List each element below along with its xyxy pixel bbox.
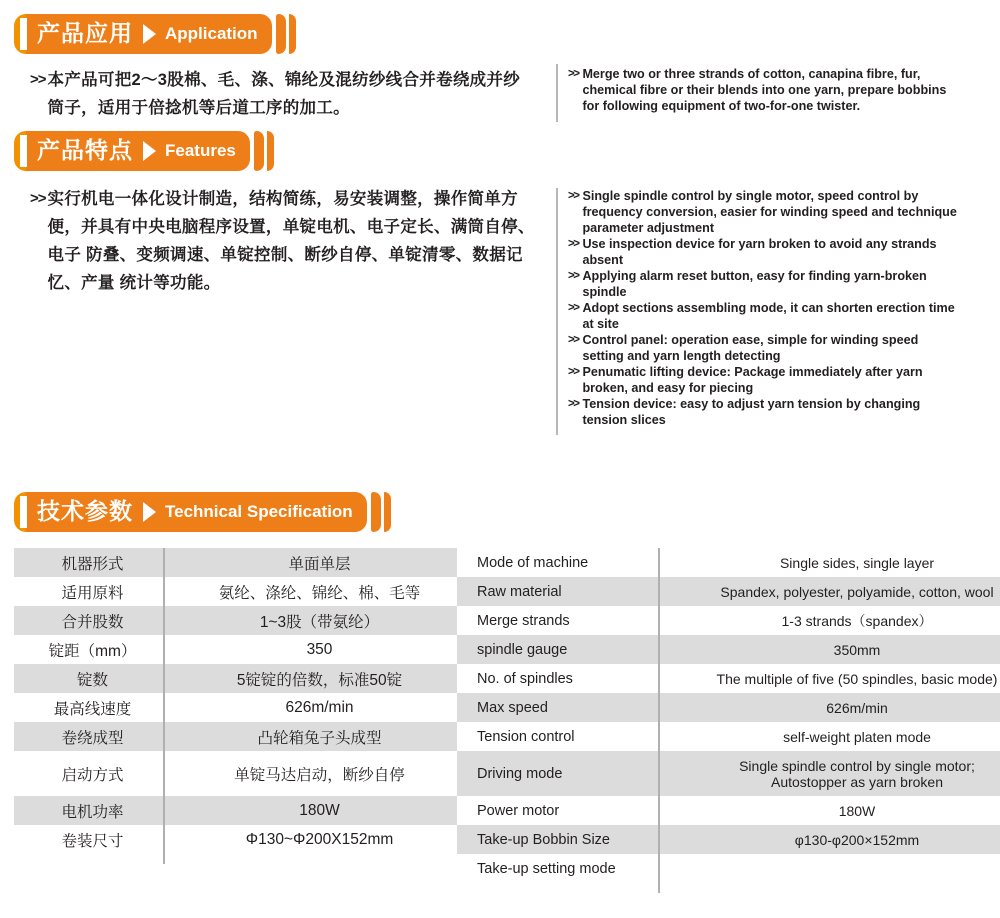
- badge-title-cn: 产品应用: [37, 19, 133, 46]
- table-cell-key: Take-up setting mode: [457, 854, 682, 883]
- table-cell-value: 单锭马达启动，断纱自停: [171, 751, 468, 796]
- badge-tail-primary: [276, 14, 286, 54]
- table-cell-key: Mode of machine: [457, 548, 682, 577]
- table-cell-value: [682, 854, 1000, 883]
- bullet-text: Use inspection device for yarn broken to avoid any strands absent: [582, 237, 937, 267]
- table-cell-value: 氨纶、涤纶、锦纶、棉、毛等: [171, 577, 468, 606]
- section-badge-application: [14, 14, 296, 54]
- badge-body: [25, 492, 367, 532]
- table-cell-key: 适用原料: [14, 577, 171, 606]
- badge-tail-secondary: [267, 131, 274, 171]
- table-cell-key: 锭数: [14, 664, 171, 693]
- bullet-item: [30, 185, 540, 297]
- table-cell-value: 350: [171, 635, 468, 664]
- column-divider-features: [556, 188, 558, 435]
- application-text-en: [568, 66, 988, 114]
- table-row: [457, 693, 1000, 722]
- badge-title-cn: 技术参数: [37, 497, 133, 524]
- table-cell-value: 凸轮箱兔子头成型: [171, 722, 468, 751]
- table-row: [14, 693, 468, 722]
- table-cell-value: Single sides, single layer: [682, 548, 1000, 577]
- bullet-marker: >>: [568, 270, 579, 282]
- table-cell-key: 锭距（mm）: [14, 635, 171, 664]
- bullet-text: 实行机电一体化设计制造，结构简练，易安装调整，操作简单方 便，并具有中央电脑程序设置，单锭电机、电子定长、满筒自停、 电子 防叠、变频调速、单锭控制、断纱自停、单锭清零、数据记 忆、产量 统计等功能。: [47, 190, 535, 292]
- table-row: [457, 606, 1000, 635]
- bullet-marker: >>: [568, 190, 579, 202]
- badge-tail-primary: [371, 492, 381, 532]
- bullet-text: 本产品可把2～3股棉、毛、涤、锦纶及混纺纱线合并卷绕成并纱 筒子，适用于倍捻机等后道工序的加工。: [47, 71, 521, 117]
- table-row: [14, 606, 468, 635]
- table-row: [14, 751, 468, 796]
- column-divider-application: [556, 64, 558, 122]
- table-cell-key: 电机功率: [14, 796, 171, 825]
- section-badge-technical-specification: [14, 492, 391, 532]
- badge-left-bracket: [14, 14, 26, 54]
- bullet-marker: >>: [30, 71, 46, 88]
- table-cell-value: Φ130~Φ200X152mm: [171, 825, 468, 854]
- bullet-text: Tension device: easy to adjust yarn tension by changing tension slices: [582, 397, 921, 427]
- bullet-item: [568, 188, 993, 236]
- table-cell-value: The multiple of five (50 spindles, basic mode): [682, 664, 1000, 693]
- table-cell-value: 626m/min: [171, 693, 468, 722]
- spec-table-en-column-divider: [658, 548, 660, 893]
- table-cell-value: 单面单层: [171, 548, 468, 577]
- triangle-icon: [143, 141, 156, 161]
- table-cell-key: 最高线速度: [14, 693, 171, 722]
- table-cell-key: Merge strands: [457, 606, 682, 635]
- badge-title-en: Technical Specification: [165, 502, 353, 521]
- table-cell-value: 180W: [171, 796, 468, 825]
- bullet-marker: >>: [30, 190, 46, 207]
- bullet-text: Penumatic lifting device: Package immediately after yarn broken, and easy for piecing: [582, 365, 923, 395]
- table-cell-key: spindle gauge: [457, 635, 682, 664]
- application-text-cn: [30, 66, 540, 122]
- bullet-item: [568, 66, 988, 114]
- table-cell-value: self-weight platen mode: [682, 722, 1000, 751]
- badge-tail-secondary: [289, 14, 296, 54]
- bullet-item: [568, 236, 993, 268]
- spec-table-cn: [14, 548, 468, 854]
- table-row: [457, 722, 1000, 751]
- table-row: [14, 635, 468, 664]
- bullet-marker: >>: [568, 366, 579, 378]
- bullet-marker: >>: [568, 398, 579, 410]
- table-cell-key: Raw material: [457, 577, 682, 606]
- table-cell-value: Single spindle control by single motor; Autostopper as yarn broken: [682, 751, 1000, 796]
- table-row: [14, 796, 468, 825]
- table-cell-value: 626m/min: [682, 693, 1000, 722]
- table-row: [457, 796, 1000, 825]
- badge-title-cn: 产品特点: [37, 136, 133, 163]
- bullet-text: Merge two or three strands of cotton, canapina fibre, fur, chemical fibre or their blends into one yarn, prepare bobbins for following equipment of two-for-one twister.: [582, 67, 947, 113]
- bullet-marker: >>: [568, 302, 579, 314]
- badge-body: [25, 131, 250, 171]
- bullet-text: Single spindle control by single motor, speed control by frequency conversion, easier for winding speed and technique parameter adjustment: [582, 189, 957, 235]
- features-text-en: [568, 188, 993, 428]
- bullet-item: [568, 332, 993, 364]
- table-cell-value: 1-3 strands（spandex）: [682, 606, 1000, 635]
- badge-title-en: Features: [165, 141, 236, 160]
- table-row: [457, 664, 1000, 693]
- bullet-text: Control panel: operation ease, simple for winding speed setting and yarn length detecting: [582, 333, 919, 363]
- features-text-cn: [30, 185, 540, 297]
- table-row: [457, 854, 1000, 883]
- triangle-icon: [143, 502, 156, 522]
- table-cell-value: φ130-φ200×152mm: [682, 825, 1000, 854]
- bullet-item: [568, 364, 993, 396]
- spec-table-en: [457, 548, 1000, 883]
- badge-body: [25, 14, 272, 54]
- table-cell-value: 5锭锭的倍数，标准50锭: [171, 664, 468, 693]
- bullet-item: [568, 268, 993, 300]
- bullet-marker: >>: [568, 238, 579, 250]
- table-cell-key: 合并股数: [14, 606, 171, 635]
- badge-tail-secondary: [384, 492, 391, 532]
- bullet-item: [568, 300, 993, 332]
- badge-left-bracket: [14, 131, 26, 171]
- table-row: [14, 722, 468, 751]
- table-row: [457, 751, 1000, 796]
- table-row: [457, 635, 1000, 664]
- table-row: [14, 664, 468, 693]
- badge-tail-primary: [254, 131, 264, 171]
- table-cell-key: Take-up Bobbin Size: [457, 825, 682, 854]
- bullet-text: Adopt sections assembling mode, it can shorten erection time at site: [582, 301, 955, 331]
- table-cell-key: Max speed: [457, 693, 682, 722]
- bullet-text: Applying alarm reset button, easy for finding yarn-broken spindle: [582, 269, 927, 299]
- bullet-marker: >>: [568, 68, 579, 80]
- table-row: [457, 548, 1000, 577]
- table-row: [14, 548, 468, 577]
- table-cell-key: No. of spindles: [457, 664, 682, 693]
- table-cell-key: 启动方式: [14, 751, 171, 796]
- table-row: [14, 577, 468, 606]
- table-cell-value: 180W: [682, 796, 1000, 825]
- bullet-item: [30, 66, 540, 122]
- table-cell-value: Spandex, polyester, polyamide, cotton, wool: [682, 577, 1000, 606]
- table-row: [457, 577, 1000, 606]
- table-cell-key: Power motor: [457, 796, 682, 825]
- table-cell-key: 卷装尺寸: [14, 825, 171, 854]
- table-cell-key: Driving mode: [457, 751, 682, 796]
- table-cell-key: 卷绕成型: [14, 722, 171, 751]
- table-cell-value: 1~3股（带氨纶）: [171, 606, 468, 635]
- table-row: [457, 825, 1000, 854]
- bullet-marker: >>: [568, 334, 579, 346]
- section-badge-features: [14, 131, 274, 171]
- badge-left-bracket: [14, 492, 26, 532]
- table-cell-key: Tension control: [457, 722, 682, 751]
- spec-table-cn-column-divider: [163, 548, 165, 864]
- badge-title-en: Application: [165, 24, 258, 43]
- table-cell-value: 350mm: [682, 635, 1000, 664]
- bullet-item: [568, 396, 993, 428]
- triangle-icon: [143, 24, 156, 44]
- table-cell-key: 机器形式: [14, 548, 171, 577]
- table-row: [14, 825, 468, 854]
